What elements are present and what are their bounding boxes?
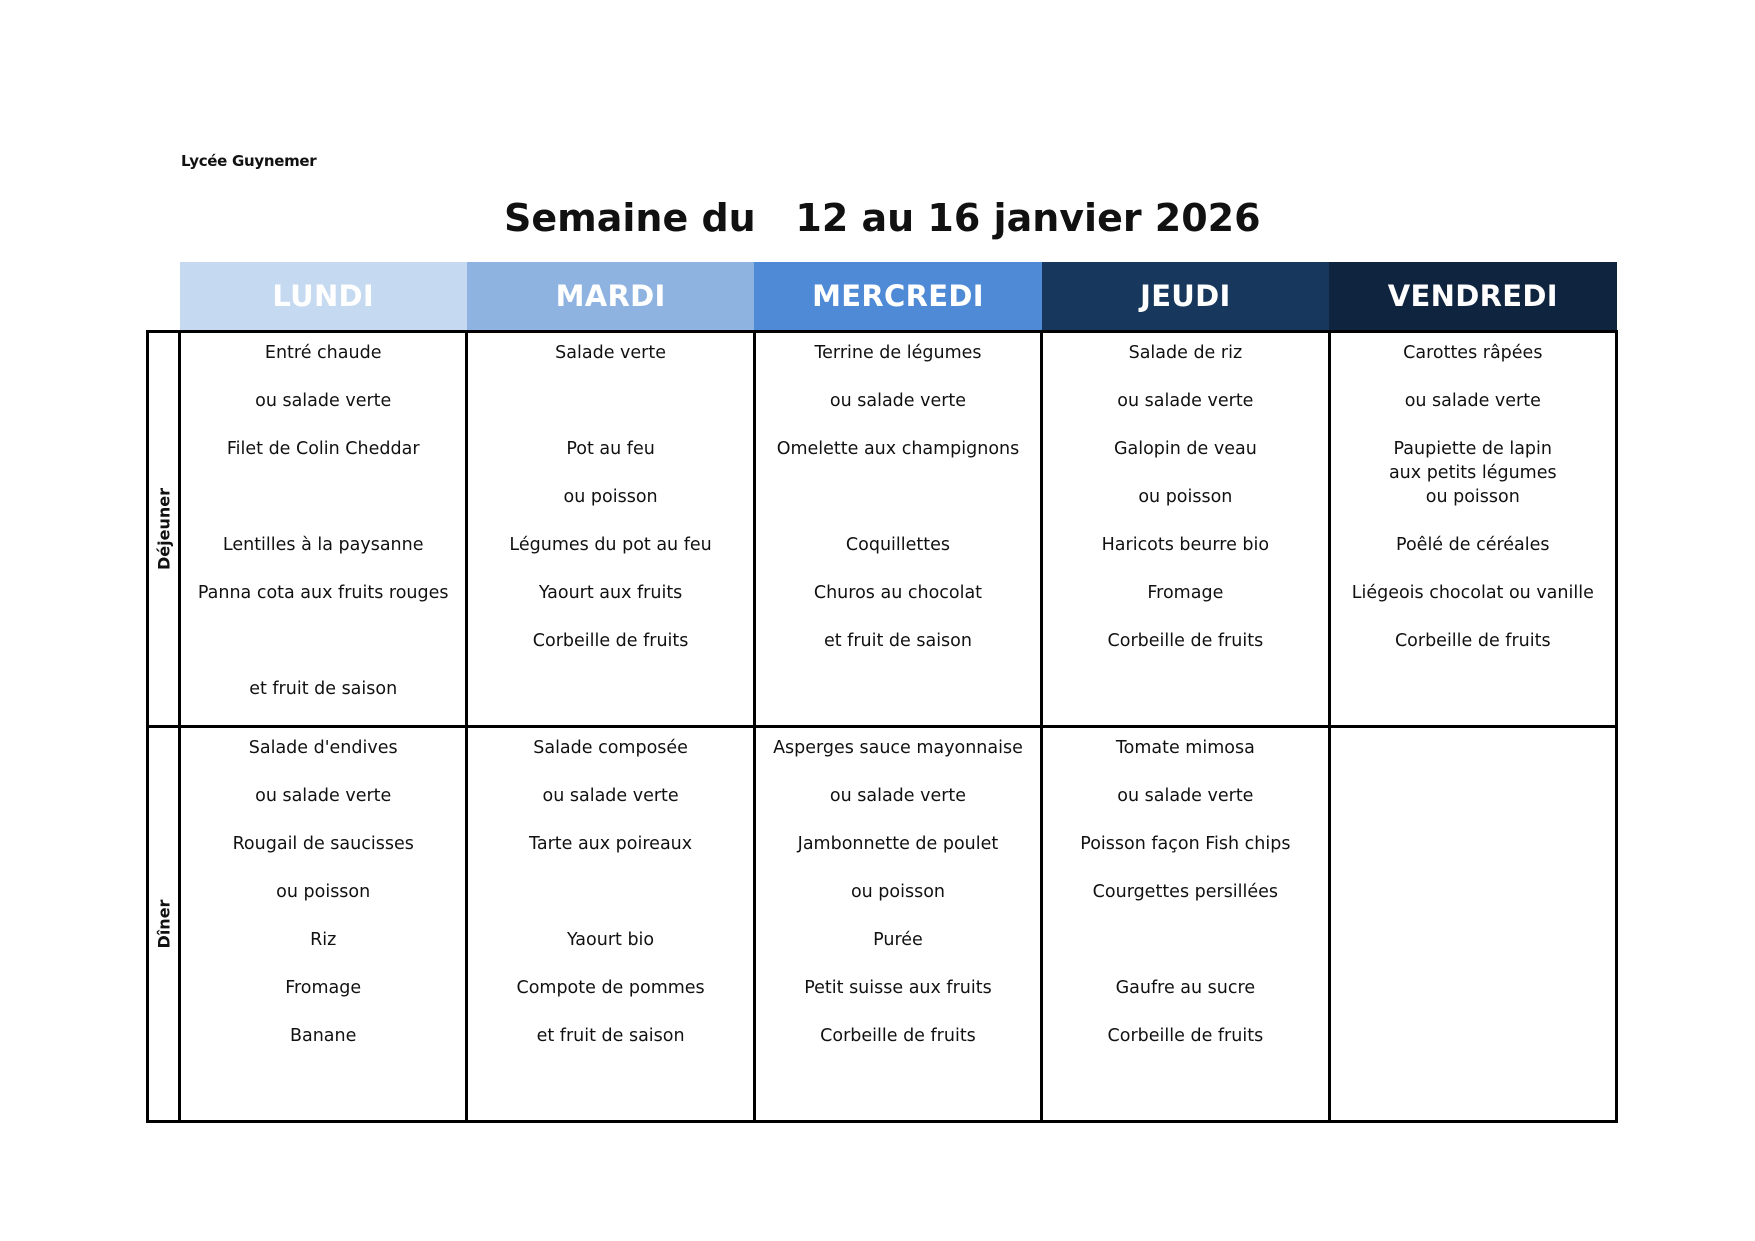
menu-cell-lundi-dejeuner: [180, 332, 467, 727]
menu-item: Salade composée: [533, 738, 688, 758]
menu-item: ou poisson: [1138, 487, 1233, 507]
menu-item: Filet de Colin Cheddar: [226, 439, 420, 459]
menu-item: Légumes du pot au feu: [509, 535, 712, 555]
menu-item: Asperges sauce mayonnaise: [773, 738, 1023, 758]
menu-item: ou salade verte: [255, 786, 392, 806]
menu-item: Corbeille de fruits: [1107, 631, 1264, 651]
menu-item: Riz: [310, 930, 337, 950]
menu-item: ou poisson: [563, 487, 658, 507]
menu-item: et fruit de saison: [249, 679, 398, 699]
menu-item: Lentilles à la paysanne: [222, 535, 424, 555]
day-header-lundi: LUNDI: [180, 262, 467, 332]
school-name: Lycée Guynemer: [181, 152, 317, 170]
menu-item: Poisson façon Fish chips: [1080, 834, 1291, 854]
menu-item: [472, 1072, 748, 1120]
meal-row-diner: [148, 727, 1617, 1122]
menu-item: [1335, 677, 1611, 725]
menu-item: Panna cota aux fruits rouges: [197, 583, 449, 603]
menu-cell-jeudi-dejeuner: [1042, 332, 1329, 727]
meal-label-cell-dejeuner: [148, 332, 180, 727]
menu-item: Coquillettes: [845, 535, 951, 555]
menu-item: Gaufre au sucre: [1115, 978, 1256, 998]
menu-cell-mardi-diner: [467, 727, 754, 1122]
menu-item: [1335, 1072, 1611, 1120]
menu-item: Yaourt bio: [567, 930, 655, 950]
menu-item: Tarte aux poireaux: [529, 834, 693, 854]
menu-item: Liégeois chocolat ou vanille: [1351, 583, 1594, 603]
menu-item: [185, 1072, 461, 1120]
menu-item: Omelette aux champignons: [776, 439, 1020, 459]
menu-cell-mardi-dejeuner: [467, 332, 754, 727]
menu-item: [1335, 784, 1611, 832]
menu-item: Tomate mimosa: [1115, 738, 1255, 758]
menu-item: Haricots beurre bio: [1101, 535, 1270, 555]
menu-item: [1335, 880, 1611, 928]
menu-item: ou poisson: [276, 882, 371, 902]
menu-item: et fruit de saison: [823, 631, 972, 651]
menu-item: Entré chaude: [264, 343, 382, 363]
menu-table: [146, 262, 1618, 1123]
menu-cell-vendredi-diner: [1329, 727, 1616, 1122]
menu-item: [472, 389, 748, 437]
menu-item: Poêlé de céréales: [1396, 535, 1550, 555]
day-header-mercredi: MERCREDI: [754, 262, 1041, 332]
menu-item: Courgettes persillées: [1092, 882, 1279, 902]
menu-item: ou salade verte: [1117, 391, 1254, 411]
menu-item: ou salade verte: [542, 786, 679, 806]
menu-item: [760, 677, 1036, 725]
menu-item: Carottes râpées: [1403, 343, 1543, 363]
menu-item: ou salade verte: [829, 391, 967, 411]
meal-row-dejeuner: [148, 332, 1617, 727]
menu-item: [760, 1072, 1036, 1120]
menu-item: Fromage: [1147, 583, 1224, 603]
menu-item: Churos au chocolat: [813, 583, 983, 603]
header-corner: [148, 262, 180, 332]
menu-cell-mercredi-diner: [754, 727, 1041, 1122]
menu-item: ou poisson: [850, 882, 946, 902]
menu-cell-vendredi-dejeuner: [1329, 332, 1616, 727]
menu-item: Compote de pommes: [516, 978, 705, 998]
menu-item: Corbeille de fruits: [1394, 631, 1551, 651]
menu-item: [760, 485, 1036, 533]
menu-item: Galopin de veau: [1113, 439, 1257, 459]
menu-item: Pot au feu: [566, 439, 655, 459]
menu-item: [1335, 928, 1611, 976]
menu-item: ou salade verte: [255, 391, 392, 411]
menu-item: [1335, 1024, 1611, 1072]
menu-cell-mercredi-dejeuner: [754, 332, 1041, 727]
menu-item: [1047, 677, 1323, 725]
day-header-row: [148, 262, 1617, 332]
menu-item: Corbeille de fruits: [1107, 1026, 1264, 1046]
menu-item: Terrine de légumes: [814, 343, 982, 363]
menu-item: Fromage: [285, 978, 362, 998]
menu-item: [472, 677, 748, 725]
menu-item: ou salade verte: [1404, 391, 1541, 411]
menu-item: Banane: [289, 1026, 357, 1046]
menu-item: [185, 629, 461, 677]
menu-item: [185, 485, 461, 533]
menu-item: [1335, 832, 1611, 880]
menu-item: [472, 880, 748, 928]
menu-item: [1047, 928, 1323, 976]
meal-label-cell-diner: [148, 727, 180, 1122]
menu-item: Jambonnette de poulet: [797, 834, 999, 854]
day-header-vendredi: VENDREDI: [1329, 262, 1616, 332]
menu-item: ou salade verte: [1117, 786, 1254, 806]
menu-item: [1335, 736, 1611, 784]
menu-item: Rougail de saucisses: [232, 834, 414, 854]
menu-item: ou salade verte: [829, 786, 967, 806]
menu-item: Salade d'endives: [248, 738, 398, 758]
menu-item: Salade de riz: [1128, 343, 1243, 363]
menu-item: Paupiette de lapin aux petits légumes: [1388, 439, 1557, 483]
menu-item: Petit suisse aux fruits: [804, 978, 992, 998]
menu-item: Purée: [873, 930, 923, 950]
day-header-jeudi: JEUDI: [1042, 262, 1329, 332]
day-header-mardi: MARDI: [467, 262, 754, 332]
menu-cell-lundi-diner: [180, 727, 467, 1122]
menu-item: Yaourt aux fruits: [538, 583, 683, 603]
menu-item: Corbeille de fruits: [532, 631, 689, 651]
menu-item: ou poisson: [1425, 487, 1520, 507]
menu-cell-jeudi-diner: [1042, 727, 1329, 1122]
menu-item: Salade verte: [555, 343, 666, 363]
menu-item: [1335, 976, 1611, 1024]
meal-label: Déjeuner: [154, 488, 173, 570]
menu-item: et fruit de saison: [536, 1026, 685, 1046]
menu-item: Corbeille de fruits: [820, 1026, 976, 1046]
week-title: Semaine du 12 au 16 janvier 2026: [504, 196, 1261, 240]
menu-item: [1047, 1072, 1323, 1120]
meal-label: Dîner: [154, 899, 173, 949]
